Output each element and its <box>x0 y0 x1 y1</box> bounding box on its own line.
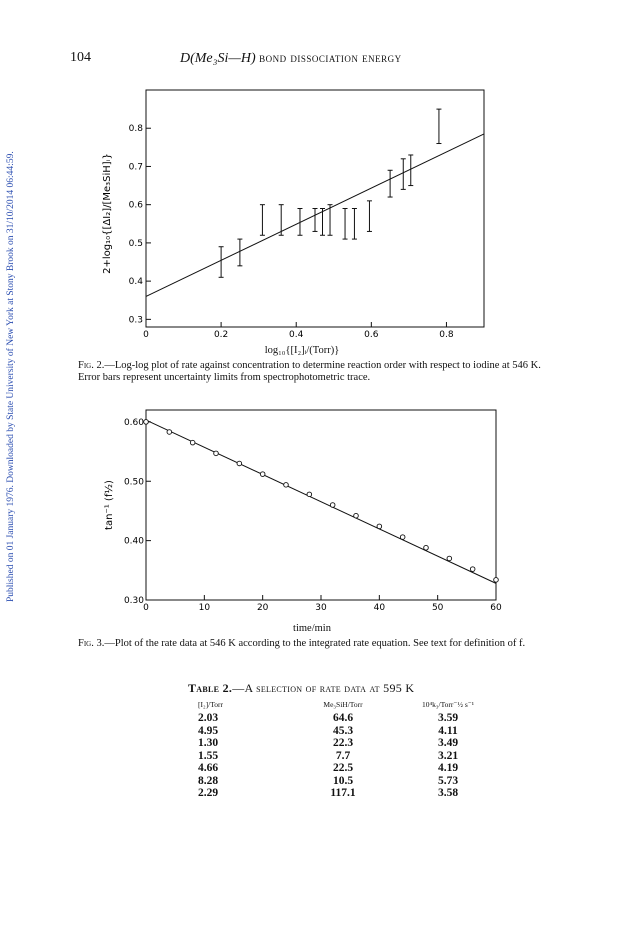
error-bar <box>436 109 441 143</box>
data-point <box>237 461 242 466</box>
error-bar <box>313 209 318 232</box>
data-point <box>190 440 195 445</box>
y-tick-label: 0.6 <box>128 200 143 211</box>
table-2-header-silane: Me₃SiH/Torr <box>323 700 363 709</box>
figure-2-plot <box>80 80 500 340</box>
table-cell-silane: 117.1 <box>330 787 356 799</box>
data-point <box>354 513 359 518</box>
table-cell-rate: 4.19 <box>437 762 459 774</box>
x-tick-label: 0 <box>143 603 149 613</box>
running-title <box>180 50 402 67</box>
table-cell-rate: 5.73 <box>437 774 459 787</box>
figure-3-caption-text: —Plot of the rate data at 546 K according to the integrated rate equation. See text for definition of f. <box>104 638 526 649</box>
running-title-text: bond dissociation energy <box>259 50 402 65</box>
y-tick-label: 0.7 <box>128 162 143 173</box>
figure-2-caption <box>78 360 548 384</box>
error-bar <box>260 205 265 236</box>
table-cell-iodine: 1.30 <box>198 737 219 749</box>
table-cell-rate: 3.59 <box>437 712 459 724</box>
table-cell-iodine: 1.55 <box>198 749 219 762</box>
x-tick-label: 60 <box>490 603 502 613</box>
figure-3-ylabel: tan⁻¹ (f½) <box>104 480 115 530</box>
table-2 <box>188 681 498 800</box>
download-watermark <box>2 70 20 610</box>
data-point <box>330 503 335 508</box>
figure-3-xlabel: time/min <box>293 623 331 634</box>
figure-2-caption-text: —Log-log plot of rate against concentration to determine reaction order with respect to iodine at 546 K. Error bars represent uncertainty limits from spectrophotometric trace. <box>78 360 541 383</box>
data-point <box>470 567 475 572</box>
figure-3-plot <box>80 405 520 625</box>
table-cell-rate: 4.11 <box>438 724 458 737</box>
running-title-formula: D(Me₃Si—H) <box>180 51 256 66</box>
data-point <box>167 430 172 435</box>
table-2-label: Table 2. <box>188 681 233 695</box>
y-tick-label: 0.30 <box>123 596 144 606</box>
y-tick-label: 0.4 <box>128 277 143 288</box>
table-row <box>188 775 498 788</box>
table-2-header-iodine: [I₂]/Torr <box>198 700 223 709</box>
y-tick-label: 0.60 <box>123 417 144 428</box>
data-point <box>377 524 382 529</box>
table-cell-iodine: 2.29 <box>198 787 219 799</box>
table-cell-rate: 3.21 <box>437 749 459 762</box>
figure-2-ylabel: 2+log₁₀{[ΔI₂]/[Me₃SiH]ᵢ} <box>102 153 113 274</box>
fit-line <box>146 420 496 583</box>
data-point <box>260 472 265 477</box>
error-bar <box>367 201 372 232</box>
table-cell-iodine: 2.03 <box>198 712 219 724</box>
data-point <box>424 545 429 550</box>
error-bar <box>352 209 357 240</box>
x-tick-label: 0.6 <box>364 330 379 340</box>
table-cell-rate: 3.49 <box>437 737 459 749</box>
x-tick-label: 30 <box>315 603 327 613</box>
table-2-body <box>188 712 498 800</box>
x-tick-label: 40 <box>373 603 386 613</box>
data-point <box>214 451 219 456</box>
table-cell-silane: 7.7 <box>335 749 351 762</box>
figure-2-caption-label: Fig. 2. <box>78 360 105 371</box>
table-2-title <box>188 681 498 696</box>
table-row <box>188 787 498 800</box>
figure-3-caption <box>78 638 548 650</box>
y-tick-label: 0.8 <box>128 124 143 135</box>
table-row <box>188 725 498 738</box>
table-cell-silane: 22.3 <box>332 737 354 749</box>
plot-frame <box>146 410 496 600</box>
x-tick-label: 0.4 <box>289 330 304 340</box>
table-cell-silane: 22.5 <box>332 762 354 774</box>
table-cell-iodine: 4.66 <box>198 762 219 774</box>
data-point <box>284 483 289 488</box>
data-point <box>144 420 149 425</box>
data-point <box>447 556 452 561</box>
table-cell-silane: 45.3 <box>332 724 354 737</box>
download-watermark-text: Published on 01 January 1976. Downloaded by State University of New York at Stony Brook on 31/10/2014 06:44:59. <box>6 151 16 602</box>
page-number: 104 <box>70 50 91 65</box>
x-tick-label: 50 <box>431 603 444 613</box>
error-bar <box>388 170 393 197</box>
table-cell-iodine: 4.95 <box>198 724 219 737</box>
error-bar <box>343 209 348 240</box>
y-tick-label: 0.3 <box>128 315 143 326</box>
figure-3-caption-label: Fig. 3. <box>78 638 105 649</box>
table-cell-silane: 64.6 <box>332 712 354 724</box>
figure-2-xlabel: log₁₀{[I₂]ᵢ/(Torr)} <box>264 345 340 356</box>
table-2-title-text: —A selection of rate data at 595 K <box>232 681 415 695</box>
table-row <box>188 737 498 750</box>
x-tick-label: 10 <box>198 603 211 613</box>
data-point <box>494 578 499 583</box>
table-cell-silane: 10.5 <box>332 774 354 787</box>
x-tick-label: 0 <box>143 330 149 340</box>
y-tick-label: 0.40 <box>123 536 144 547</box>
error-bar <box>219 247 224 278</box>
page-header <box>70 50 540 68</box>
table-2-header-rate: 10⁴k₃/Torr⁻½ s⁻¹ <box>422 700 474 709</box>
y-tick-label: 0.5 <box>128 238 143 249</box>
data-point <box>400 535 405 540</box>
x-tick-label: 0.8 <box>439 330 454 340</box>
table-row <box>188 762 498 775</box>
x-tick-label: 0.2 <box>213 330 229 340</box>
y-tick-label: 0.50 <box>123 477 144 488</box>
table-row <box>188 750 498 763</box>
table-2-header-row <box>188 700 498 709</box>
table-cell-rate: 3.58 <box>437 787 459 799</box>
x-tick-label: 20 <box>256 603 269 613</box>
table-cell-iodine: 8.28 <box>198 774 219 787</box>
data-point <box>307 492 312 497</box>
table-row <box>188 712 498 725</box>
